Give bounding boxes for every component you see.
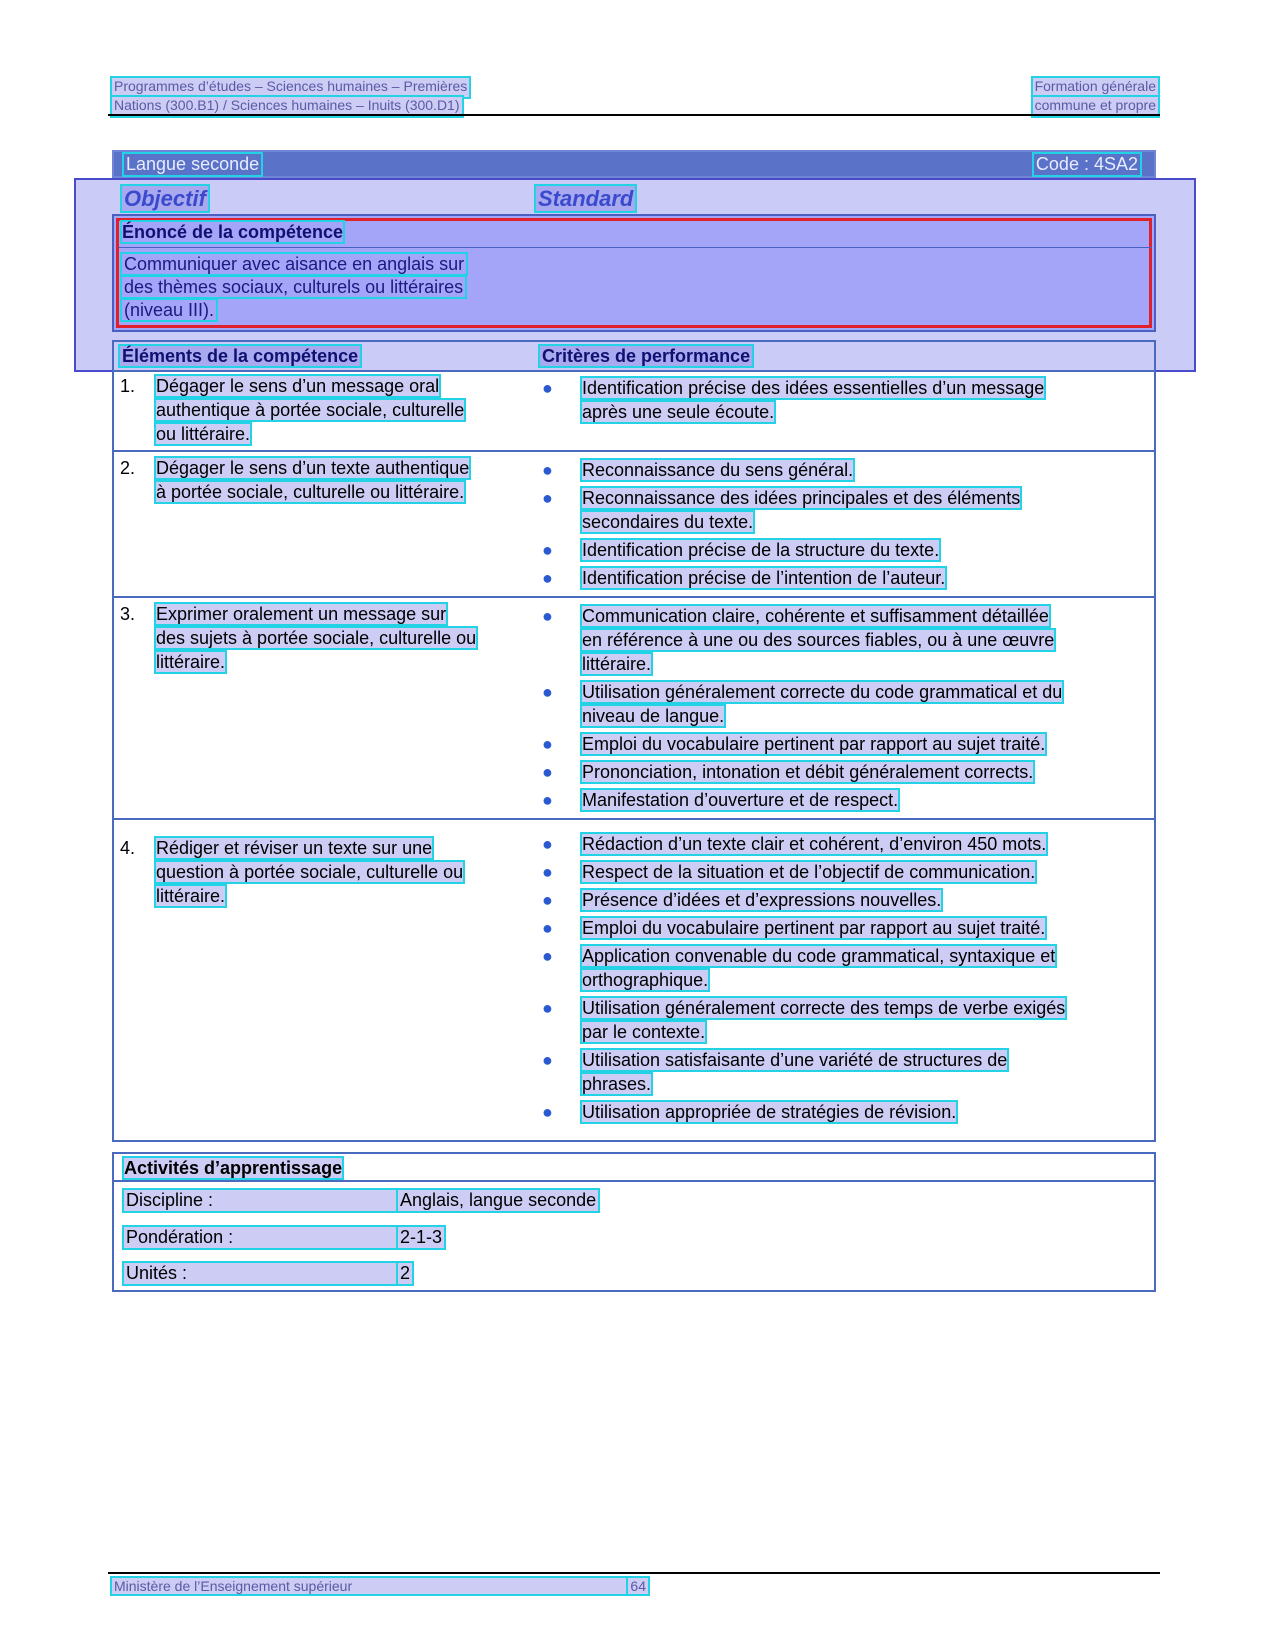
bullet-icon: ●: [542, 378, 553, 398]
bullet-icon: ●: [542, 790, 553, 810]
element-1: 1. Dégager le sens d’un message oral authentique à portée sociale, culturelle ou littéraire.: [120, 376, 465, 444]
standard-heading: Standard: [538, 186, 634, 211]
enonce-text: Communiquer avec aisance en anglais sur des thèmes sociaux, culturels ou littéraires (niveau III).: [124, 254, 465, 320]
criterion-item: ● Reconnaissance des idées principales et des éléments secondaires du texte.: [542, 488, 1021, 532]
table-row-divider: [114, 596, 1154, 598]
criterion-item: ● Identification précise de la structure du texte.: [542, 540, 940, 560]
page-header: [112, 78, 1158, 116]
criterion-item: ● Utilisation généralement correcte du code grammatical et du niveau de langue.: [542, 682, 1063, 726]
bullet-icon: ●: [542, 918, 553, 938]
element-4: 4. Rédiger et réviser un texte sur une question à portée sociale, culturelle ou littéraire.: [120, 838, 464, 906]
bullet-icon: ●: [542, 606, 553, 626]
table-row-divider: [114, 370, 1154, 372]
criterion-item: ● Reconnaissance du sens général.: [542, 460, 854, 480]
objectif-heading: Objectif: [124, 186, 206, 211]
criteria-list-4: [540, 832, 1140, 1128]
competence-code: Code : 4SA2: [1035, 153, 1138, 174]
activites-row-ponderation: Pondération : 2-1-3: [126, 1227, 443, 1247]
criterion-item: ● Communication claire, cohérente et suffisamment détaillée en référence à une ou des sources fiables, ou à une œuvre littéraire.: [542, 606, 1055, 674]
criterion-item: ● Présence d’idées et d’expressions nouvelles.: [542, 890, 942, 910]
criterion-item: ● Emploi du vocabulaire pertinent par rapport au sujet traité.: [542, 734, 1046, 754]
criterion-item: ● Prononciation, intonation et débit généralement corrects.: [542, 762, 1034, 782]
bullet-icon: ●: [542, 540, 553, 560]
bullet-icon: ●: [542, 682, 553, 702]
criterion-item: ● Utilisation appropriée de stratégies de révision.: [542, 1102, 957, 1122]
bullet-icon: ●: [542, 862, 553, 882]
enonce-divider: [118, 247, 1152, 248]
page-number: 64: [630, 1578, 646, 1594]
activites-title: Activités d’apprentissage: [124, 1158, 343, 1178]
header-formation-line1: Formation générale: [1033, 78, 1158, 97]
header-formation-line2: commune et propre: [1033, 97, 1158, 116]
criteria-list-3: [540, 604, 1140, 816]
table-row-divider: [114, 818, 1154, 820]
header-program-line1: Programmes d’études – Sciences humaines – Premières: [112, 78, 469, 97]
criterion-item: ● Utilisation satisfaisante d’une variété de structures de phrases.: [542, 1050, 1008, 1094]
header-program-line2: Nations (300.B1) / Sciences humaines – Inuits (300.D1): [112, 97, 462, 116]
footer-ministry: Ministère de l’Enseignement supérieur: [112, 1578, 628, 1594]
criterion-item: ● Utilisation généralement correcte des temps de verbe exigés par le contexte.: [542, 998, 1066, 1042]
criterion-item: ● Application convenable du code grammatical, syntaxique et orthographique.: [542, 946, 1056, 990]
bullet-icon: ●: [542, 488, 553, 508]
header-rule: [108, 114, 1160, 116]
enonce-title: Énoncé de la compétence: [122, 222, 344, 242]
competence-title-bar: [112, 150, 1156, 178]
bullet-icon: ●: [542, 1050, 553, 1070]
activites-divider: [114, 1180, 1154, 1182]
activites-row-discipline: Discipline : Anglais, langue seconde: [126, 1190, 597, 1210]
criteria-list-1: [540, 376, 1140, 428]
footer-rule: [108, 1572, 1160, 1574]
criterion-item: ● Identification précise des idées essentielles d’un message après une seule écoute.: [542, 378, 1045, 422]
criterion-item: ● Emploi du vocabulaire pertinent par rapport au sujet traité.: [542, 918, 1046, 938]
page-footer: [112, 1578, 648, 1594]
bullet-icon: ●: [542, 734, 553, 754]
criteria-list-2: [540, 458, 1140, 594]
criterion-item: ● Manifestation d’ouverture et de respect.: [542, 790, 899, 810]
bullet-icon: ●: [542, 1102, 553, 1122]
bullet-icon: ●: [542, 998, 553, 1018]
criteres-column-header: Critères de performance: [542, 346, 751, 366]
bullet-icon: ●: [542, 762, 553, 782]
bullet-icon: ●: [542, 890, 553, 910]
table-row-divider: [114, 450, 1154, 452]
subject-title: Langue seconde: [126, 153, 260, 174]
activites-row-unites: Unités : 2: [126, 1263, 411, 1283]
bullet-icon: ●: [542, 946, 553, 966]
criterion-item: ● Identification précise de l’intention de l’auteur.: [542, 568, 946, 588]
bullet-icon: ●: [542, 568, 553, 588]
element-3: 3. Exprimer oralement un message sur des sujets à portée sociale, culturelle ou littéraire.: [120, 604, 477, 672]
element-2: 2. Dégager le sens d’un texte authentique à portée sociale, culturelle ou littéraire.: [120, 458, 470, 502]
criterion-item: ● Rédaction d’un texte clair et cohérent, d’environ 450 mots.: [542, 834, 1047, 854]
elements-column-header: Éléments de la compétence: [122, 346, 359, 366]
bullet-icon: ●: [542, 460, 553, 480]
bullet-icon: ●: [542, 834, 553, 854]
criterion-item: ● Respect de la situation et de l’objectif de communication.: [542, 862, 1036, 882]
